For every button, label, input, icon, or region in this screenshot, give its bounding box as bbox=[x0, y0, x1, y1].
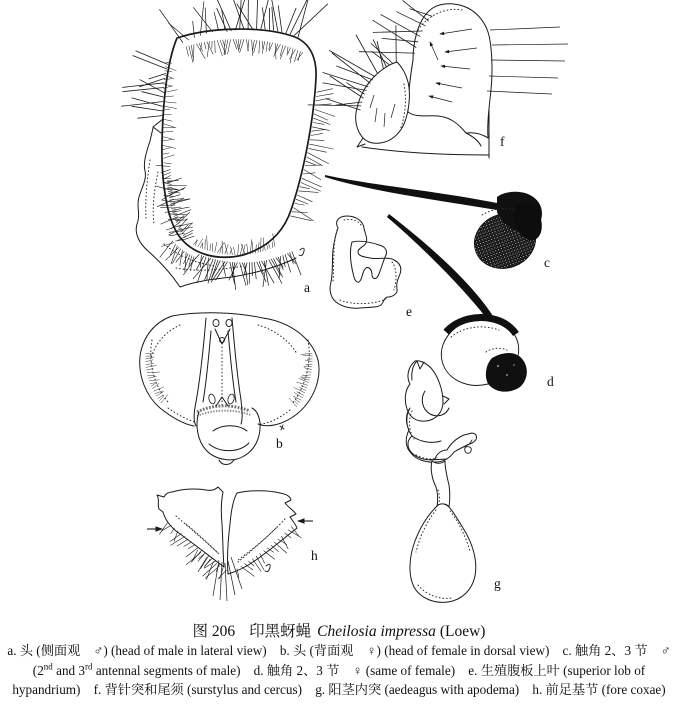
species-name-cn: 印黑蚜蝇 bbox=[249, 623, 312, 640]
figure-title bbox=[0, 619, 678, 641]
panel-label-c: c bbox=[544, 255, 550, 270]
panel-label-a: a bbox=[304, 280, 310, 295]
figure-caption bbox=[0, 641, 678, 700]
panel-b-head-dorsal bbox=[140, 313, 319, 465]
species-name-latin: Cheilosia impressa bbox=[317, 623, 436, 640]
caption-segment-2: and 3 bbox=[52, 662, 86, 678]
caption-superscript-1: nd bbox=[43, 661, 53, 672]
species-author: (Loew) bbox=[439, 623, 486, 640]
panel-a-head-lateral bbox=[122, 0, 335, 295]
panel-label-g: g bbox=[494, 576, 501, 591]
panel-label-e: e bbox=[406, 304, 412, 319]
panel-label-h: h bbox=[311, 548, 318, 563]
panel-g-aedeagus bbox=[405, 361, 501, 603]
panel-label-f: f bbox=[500, 134, 505, 149]
caption-superscript-2: rd bbox=[85, 661, 93, 672]
panel-label-b: b bbox=[276, 436, 283, 451]
caption-segment-3: antennal segments of male) d. 触角 2、3 节 ♀ (same of female) e. 生殖腹板上叶 (superior lob of hypandrium) f. 背针突和尾须 (surstylus and cercus) g. 阳茎内突 (aedeagus with apodema) h. 前足基节 (fore coxae) bbox=[12, 662, 666, 697]
panel-h-fore-coxae bbox=[147, 487, 318, 601]
figure-number: 图 206 bbox=[192, 623, 236, 640]
panel-label-d: d bbox=[547, 374, 554, 389]
panel-e-hypandrium-lobe bbox=[330, 216, 412, 319]
caption-segment-1: a. 头 (侧面观 ♂) (head of male in lateral view) b. 头 (背面观 ♀) (head of female in dorsal view) c. 触角 2、3 节 ♂ (2 bbox=[7, 643, 674, 678]
panel-f-surstylus-cercus bbox=[308, 1, 568, 158]
